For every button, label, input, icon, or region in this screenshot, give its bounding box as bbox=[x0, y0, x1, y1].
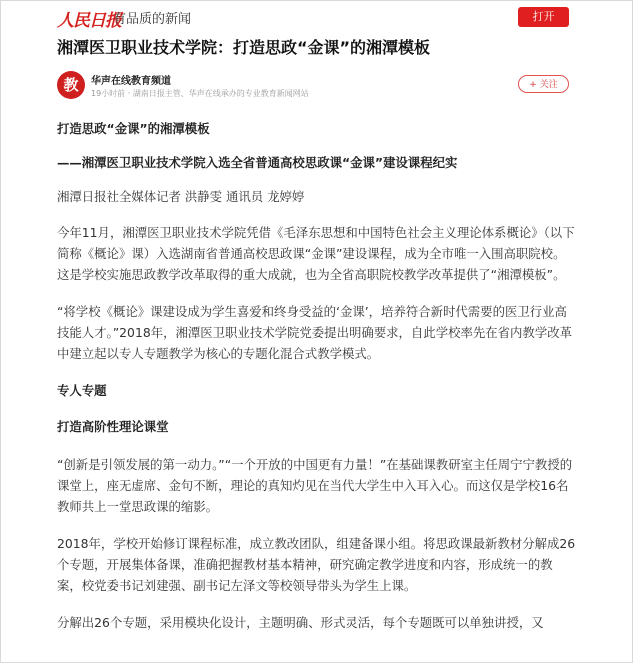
app-top-bar bbox=[1, 1, 632, 33]
source-avatar[interactable]: 教 bbox=[57, 71, 85, 99]
follow-button[interactable]: + 关注 bbox=[518, 75, 569, 93]
article-byline: 湘潭日报社全媒体记者 洪静雯 通讯员 龙婷婷 bbox=[57, 189, 305, 204]
source-name[interactable]: 华声在线教育频道 bbox=[91, 76, 171, 87]
paragraph: 今年11月，湘潭医卫职业技术学院凭借《毛泽东思想和中国特色社会主义理论体系概论》（以下简称《概论》课）入选湖南省普通高校思政课“金课”建设课程，成为全市唯一入围高职院校。这是学校实施思政教学改革取得的重大成就，也为全省高职院校教学改革提供了“湘潭模板”。 bbox=[57, 225, 575, 282]
paragraph: 分解出26个专题，采用模块化设计，主题明确、形式灵活，每个专题既可以单独讲授，又 bbox=[57, 615, 544, 630]
source-meta: 19小时前 · 湖南日报主管、华声在线承办的专业教育新闻网站 bbox=[91, 89, 309, 98]
section-heading: 打造高阶性理论课堂 bbox=[57, 419, 169, 434]
paragraph: 2018年，学校开始修订课程标准，成立教改团队，组建备课小组。将思政课最新教材分解成26个专题，开展集体备课，准确把握教材基本精神，研究确定教学进度和内容，形成统一的教案，校党委书记刘建强、副书记左泽文等校领导带头为学生上课。 bbox=[57, 536, 576, 593]
article-title: 湘潭医卫职业技术学院：打造思政“金课”的湘潭模板 bbox=[57, 38, 431, 57]
people-daily-logo[interactable]: 人民日报 bbox=[57, 11, 121, 31]
paragraph: “将学校《概论》课建设成为学生喜爱和终身受益的‘金课’，培养符合新时代需要的医卫行业高技能人才。”2018年，湘潭医卫职业技术学院党委提出明确要求，自此学校率先在省内教学改革中建立起以专人专题教学为核心的专题化混合式教学模式。 bbox=[57, 304, 572, 361]
paragraph: “创新是引领发展的第一动力。”“一个开放的中国更有力量！”在基础课教研室主任周宁宁教授的课堂上，座无虚席、金句不断，理论的真知灼见在当代大学生中入耳入心。而这仅是学校16名教师共上一堂思政课的缩影。 bbox=[57, 457, 573, 514]
open-app-button[interactable]: 打开 bbox=[518, 7, 569, 27]
article-heading: 打造思政“金课”的湘潭模板 bbox=[57, 121, 210, 136]
article-body bbox=[57, 119, 577, 633]
brand-slogan: 有品质的新闻 bbox=[113, 12, 192, 27]
section-heading: 专人专题 bbox=[57, 383, 107, 398]
article-subheading: ——湘潭医卫职业技术学院入选全省普通高校思政课“金课”建设课程纪实 bbox=[57, 155, 458, 170]
